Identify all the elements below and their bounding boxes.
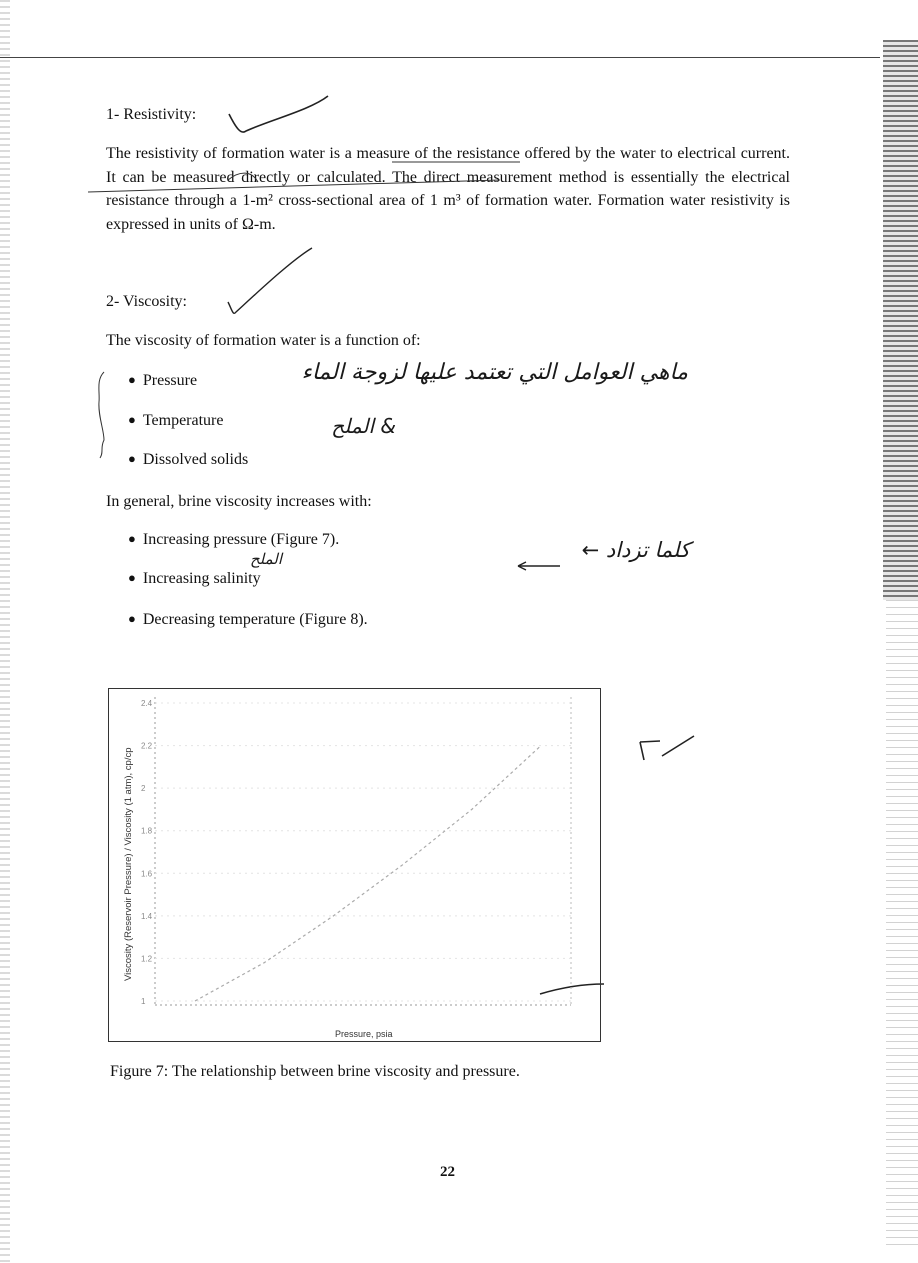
viscosity-intro: The viscosity of formation water is a function of: (106, 332, 421, 349)
strike-line-sentence (88, 180, 500, 192)
page-number: 22 (440, 1164, 455, 1180)
x-axis-label: Pressure, psia (335, 1029, 393, 1039)
underline-current (228, 173, 258, 182)
handwritten-note-salinity: الملح (249, 550, 282, 568)
factor-pressure: ● Pressure (128, 372, 197, 390)
handwritten-note-arrow: كلما تزداد ← (581, 538, 690, 562)
handwritten-note-factors: ماهي العوامل التي تعتمد عليها لزوجة الماء (301, 360, 688, 385)
y-axis-label: Viscosity (Reservoir Pressure) / Viscosity (1 atm), cp/cp (123, 747, 134, 981)
viscosity-heading: 2- Viscosity: (106, 293, 187, 310)
arrow-annotation (518, 562, 560, 570)
factor-dissolved-solids: ● Dissolved solids (128, 451, 248, 469)
resistivity-heading: 1- Resistivity: (106, 106, 197, 123)
y-tick-label: 1.2 (141, 954, 153, 964)
brace-factors (99, 372, 104, 458)
decrease-temperature: ● Decreasing temperature (Figure 8). (128, 611, 368, 629)
y-tick-label: 1 (141, 997, 146, 1006)
resistivity-paragraph: The resistivity of formation water is a measure of the resistance offered by the water to electrical current. It can be measured directly or calculated. The direct measurement method is essentially the electrical resistance through a 1-m² cross-sectional area of 1 m³ of formation water. Formation water resistivity is expressed in units of Ω-m. (106, 145, 790, 233)
increase-salinity: ● Increasing salinity (128, 570, 261, 588)
tick-mark-resistivity (229, 96, 328, 132)
factor-temperature: ● Temperature (128, 412, 223, 430)
y-tick-label: 2 (141, 784, 146, 794)
chart-plot-area (109, 689, 602, 1043)
y-tick-label: 1.4 (141, 911, 153, 921)
y-tick-label: 2.4 (141, 699, 153, 708)
increase-pressure: ● Increasing pressure (Figure 7). (128, 531, 339, 549)
general-intro: In general, brine viscosity increases with: (106, 493, 372, 510)
tick-mark-viscosity (228, 248, 312, 313)
y-tick-label: 2.2 (141, 741, 153, 751)
chart-side-mark (640, 736, 694, 760)
y-tick-label: 1.8 (141, 826, 153, 836)
y-tick-label: 1.6 (141, 869, 153, 879)
y-axis-ticks (141, 699, 571, 1006)
figure-caption: Figure 7: The relationship between brine viscosity and pressure. (110, 1063, 520, 1080)
handwritten-note-salt: & الملح (331, 414, 396, 438)
figure-7-chart (108, 688, 601, 1042)
